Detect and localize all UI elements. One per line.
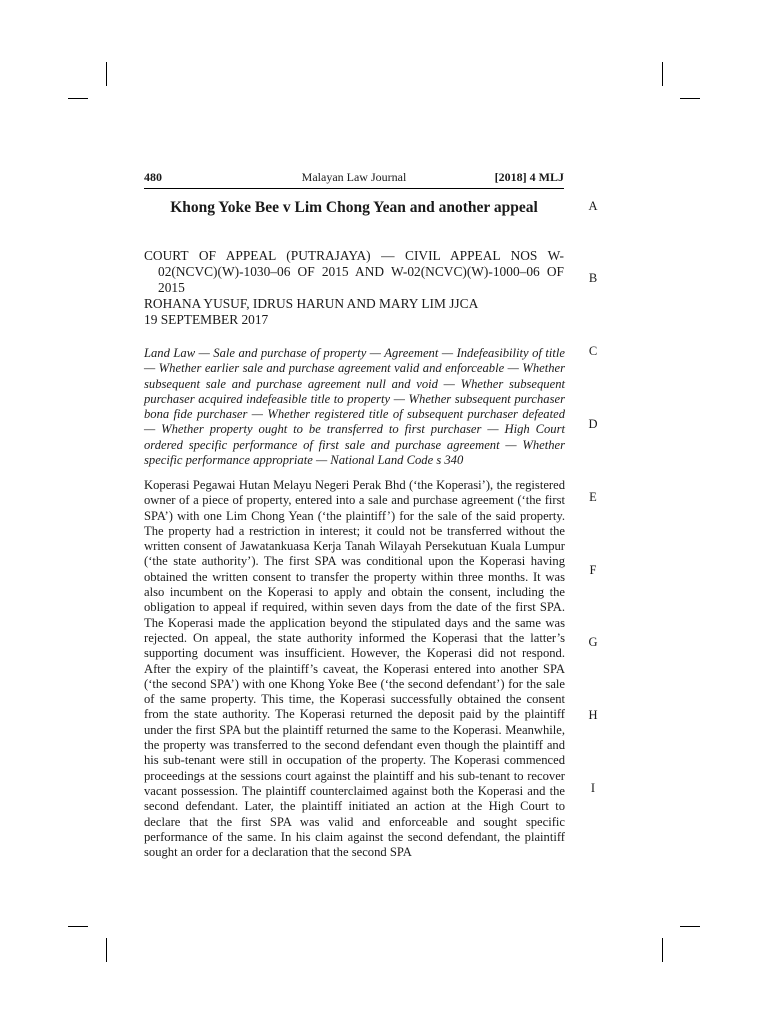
margin-letter-c: C	[588, 344, 598, 358]
margin-letter-g: G	[588, 635, 598, 649]
case-title: Khong Yoke Bee v Lim Chong Yean and another appeal	[170, 199, 538, 216]
margin-letter-e: E	[589, 490, 597, 504]
margin-letter-h: H	[588, 708, 598, 722]
crop-mark-bottom-left-vertical	[106, 938, 107, 962]
margin-letter-f: F	[589, 563, 597, 577]
judges-line: ROHANA YUSUF, IDRUS HARUN AND MARY LIM JJCA	[144, 296, 479, 311]
margin-letter-b: B	[588, 271, 598, 285]
header-rule	[144, 188, 564, 189]
journal-citation: [2018] 4 MLJ	[494, 170, 564, 184]
court-details	[144, 248, 564, 328]
margin-letter-a: A	[588, 199, 598, 213]
catchwords: Land Law — Sale and purchase of property — Agreement — Indefeasibility of title — Whether earlier sale and purchase agreement valid and enforceable — Whether subsequent sale and purchase agreement null and void — Whether subsequent purchaser acquired indefeasible title to property — Whether subsequent purchaser bona fide purchaser — Whether registered title of subsequent purchaser defeated — Whether property ought to be transferred to first purchaser — High Court ordered specific performance of first sale and purchase agreement — Whether specific performance appropriate — National Land Code s 340	[144, 346, 565, 468]
crop-mark-top-right-vertical	[662, 62, 663, 86]
crop-mark-top-left-horizontal	[68, 98, 88, 99]
decision-date: 19 SEPTEMBER 2017	[144, 312, 269, 327]
crop-mark-bottom-left-horizontal	[68, 926, 88, 927]
crop-mark-bottom-right-vertical	[662, 938, 663, 962]
journal-name: Malayan Law Journal	[301, 170, 407, 184]
headnote-body: Koperasi Pegawai Hutan Melayu Negeri Perak Bhd (‘the Koperasi’), the registered owner of a piece of property, entered into a sale and purchase agreement (‘the first SPA’) with one Lim Chong Yean (‘the plaintiff’) for the sale of the said property. The property had a restriction in interest; it could not be transferred without the written consent of Jawatankuasa Kerja Tanah Wilayah Persekutuan Kuala Lumpur (‘the state authority’). The first SPA was conditional upon the Koperasi having obtained the written consent to transfer the property within three months. It was also incumbent on the Koperasi to apply and obtain the consent, including the obligation to appeal if required, within seven days from the date of the first SPA. The Koperasi made the application beyond the stipulated days and the same was rejected. On appeal, the state authority informed the Koperasi that the latter’s supporting document was insufficient. However, the Koperasi did not respond. After the expiry of the plaintiff’s caveat, the Koperasi entered into another SPA (‘the second SPA’) with one Khong Yoke Bee (‘the second defendant’) for the sale of the same property. This time, the Koperasi successfully obtained the consent from the state authority. The Koperasi returned the deposit paid by the plaintiff under the first SPA but the plaintiff returned the same to the Koperasi. Meanwhile, the property was transferred to the second defendant even though the plaintiff and his sub-tenant were still in occupation of the property. The Koperasi commenced proceedings at the sessions court against the plaintiff and his sub-tenant to recover vacant possession. The plaintiff counterclaimed against both the Koperasi and the second defendant. Later, the plaintiff initiated an action at the High Court to declare that the first SPA was valid and enforceable and sought specific performance of the same. In his claim against the second defendant, the plaintiff sought an order for a declaration that the second SPA	[144, 478, 565, 860]
appeal-line: COURT OF APPEAL (PUTRAJAYA) — CIVIL APPEAL NOS W-02(NCVC)(W)-1030–06 OF 2015 AND W-02(NCVC)(W)-1000–06 OF 2015	[144, 248, 564, 295]
crop-mark-top-left-vertical	[106, 62, 107, 86]
running-header	[144, 170, 564, 186]
page-number: 480	[144, 170, 162, 184]
crop-mark-top-right-horizontal	[680, 98, 700, 99]
margin-letter-i: I	[590, 781, 596, 795]
margin-letter-d: D	[588, 417, 598, 431]
crop-mark-bottom-right-horizontal	[680, 926, 700, 927]
